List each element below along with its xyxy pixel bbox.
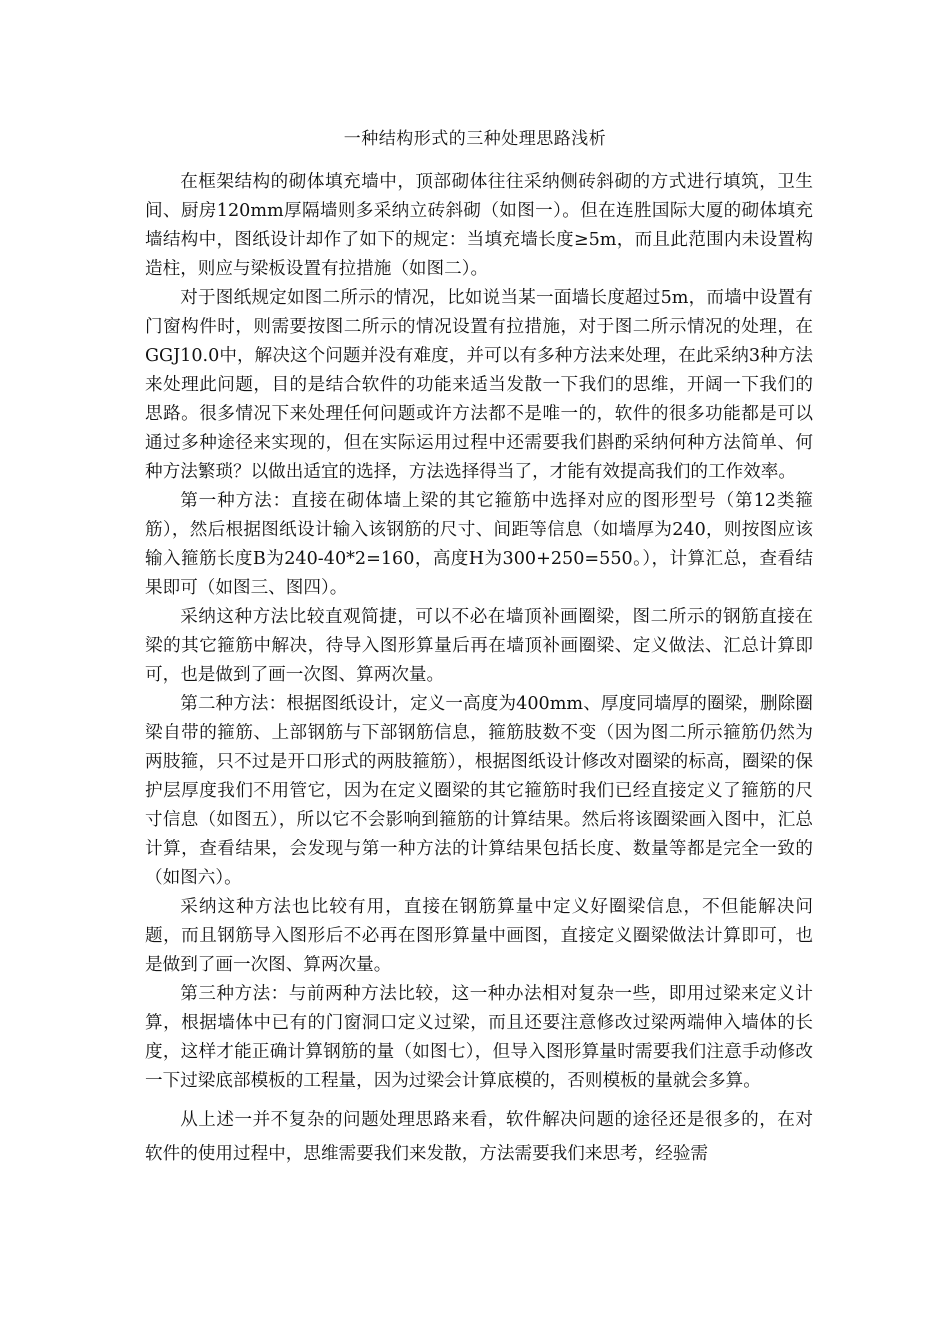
paragraph-8: 从上述一并不复杂的问题处理思路来看，软件解决问题的途径还是很多的，在对软件的使用过程中，思维需要我们来发散，方法需要我们来思考，经验需	[145, 1110, 813, 1164]
paragraph-5: 第二种方法：根据图纸设计，定义一高度为400mm、厚度同墙厚的圈梁，删除圈梁自带的箍筋、上部钢筋与下部钢筋信息，箍筋肢数不变（因为图二所示箍筋仍然为两肢箍，只不过是开口形式的两肢箍筋），根据图纸设计修改对圈梁的标高，圈梁的保护层厚度我们不用管它，因为在定义圈梁的其它箍筋时我们已经直接定义了箍筋的尺寸信息（如图五），所以它不会影响到箍筋的计算结果。然后将该圈梁画入图中，汇总计算，查看结果，会发现与第一种方法的计算结果包括长度、数量等都是完全一致的（如图六）。	[145, 694, 813, 888]
page-title: 一种结构形式的三种处理思路浅析	[343, 129, 607, 149]
paragraph-7: 第三种方法：与前两种方法比较，这一种办法相对复杂一些，即用过梁来定义计算，根据墙体中已有的门窗洞口定义过梁，而且还要注意修改过梁两端伸入墙体的长度，这样才能正确计算钢筋的量（如图七），但导入图形算量时需要我们注意手动修改一下过梁底部模板的工程量，因为过梁会计算底模的，否则模板的量就会多算。	[145, 984, 813, 1091]
document-body	[145, 168, 813, 1171]
paragraph-1: 在框架结构的砌体填充墙中，顶部砌体往往采纳侧砖斜砌的方式进行填筑，卫生间、厨房120mm厚隔墙则多采纳立砖斜砌（如图一）。但在连胜国际大厦的砌体填充墙结构中，图纸设计却作了如下的规定：当填充墙长度≥5m，而且此范围内未设置构造柱，则应与梁板设置有拉措施（如图二）。	[145, 172, 813, 279]
paragraph-3: 第一种方法：直接在砌体墙上梁的其它箍筋中选择对应的图形型号（第12类箍筋），然后根据图纸设计输入该钢筋的尺寸、间距等信息（如墙厚为240，则按图应该输入箍筋长度B为240-40*2=160，高度H为300+250=550。），计算汇总，查看结果即可（如图三、图四）。	[145, 491, 813, 598]
paragraph-4: 采纳这种方法比较直观简捷，可以不必在墙顶补画圈梁，图二所示的钢筋直接在梁的其它箍筋中解决，待导入图形算量后再在墙顶补画圈梁、定义做法、汇总计算即可，也是做到了画一次图、算两次量。	[145, 607, 813, 685]
paragraph-6: 采纳这种方法也比较有用，直接在钢筋算量中定义好圈梁信息，不但能解决问题，而且钢筋导入图形后不必再在图形算量中画图，直接定义圈梁做法计算即可，也是做到了画一次图、算两次量。	[145, 897, 813, 975]
paragraph-2: 对于图纸规定如图二所示的情况，比如说当某一面墙长度超过5m，而墙中设置有门窗构件时，则需要按图二所示的情况设置有拉措施，对于图二所示情况的处理，在GGJ10.0中，解决这个问题并没有难度，并可以有多种方法来处理，在此采纳3种方法来处理此问题，目的是结合软件的功能来适当发散一下我们的思维，开阔一下我们的思路。很多情况下来处理任何问题或许方法都不是唯一的，软件的很多功能都是可以通过多种途径来实现的，但在实际运用过程中还需要我们斟酌采纳何种方法简单、何种方法繁琐？以做出适宜的选择，方法选择得当了，才能有效提高我们的工作效率。	[145, 288, 813, 482]
